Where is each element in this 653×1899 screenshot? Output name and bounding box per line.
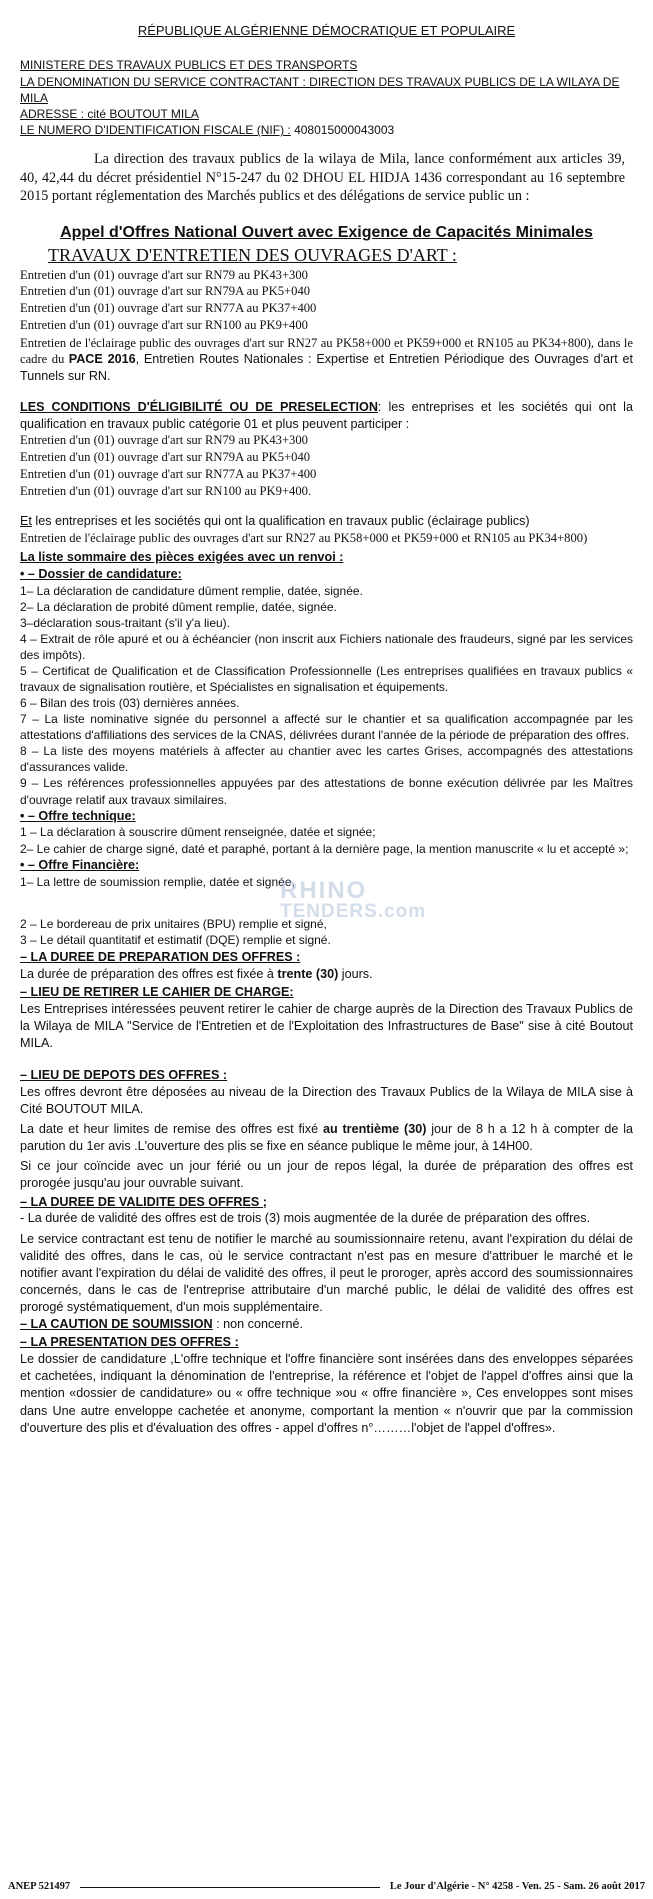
tender-subtitle: TRAVAUX D'ENTRETIEN DES OUVRAGES D'ART : — [48, 245, 457, 266]
lighting-eligibility — [20, 513, 633, 530]
technique-item: 2– Le cahier de charge signé, daté et paraphé, portant à la dernière page, la mention manuscrite « lu et accepté »; — [20, 841, 629, 856]
depot-deadline: au trentième (30) — [322, 1122, 427, 1137]
journal-reference: Le Jour d'Algérie - N° 4258 - Ven. 25 - Sam. 26 août 2017 — [389, 1881, 645, 1892]
eligibility-works-item: Entretien d'un (01) ouvrage d'art sur RN77A au PK37+400 — [20, 466, 317, 481]
pace-label: PACE 2016 — [68, 352, 136, 367]
presentation-heading: – LA PRESENTATION DES OFFRES : — [20, 1335, 239, 1350]
validite-text-2: Le service contractant est tenu de notifier le marché au soumissionnaire retenu, avant l'expiration du délai de validité des offres, dans le cas, où le service contractant n'est pas en mesure d'attribuer le marché et le notifier avant l'expiration du délai de validité des offres, il peut le proroger, après accord des soumissionnaires concernés, dans le cas de l'entreprise attributaire d'un marché public, le délai de validité des offres est prorogé systématiquement, d'un mois supplémentaire. — [20, 1231, 633, 1315]
candidature-item: 1– La déclaration de candidature dûment remplie, datée, signée. — [20, 583, 363, 598]
candidature-item: 6 – Bilan des trois (03) dernières années. — [20, 696, 240, 711]
duree-text-start: La durée de préparation des offres est fixée à — [20, 966, 278, 981]
works-item: Entretien d'un (01) ouvrage d'art sur RN100 au PK9+400 — [20, 317, 308, 332]
validite-text-1: - La durée de validité des offres est de trois (3) mois augmentée de la durée de préparation des offres. — [20, 1211, 591, 1226]
financiere-heading: • – Offre Financière: — [20, 857, 140, 872]
retrait-text: Les Entreprises intéressées peuvent retirer le cahier de charge auprès de la Direction des Travaux Publics de la Wilaya de MILA "Service de l'Entretien et de l'Exploitation des Infrastructures de Base" sise à cité Boutout MILA. — [20, 1001, 633, 1050]
watermark-line-1: RHINO — [280, 877, 368, 904]
duree-text — [20, 966, 633, 983]
candidature-item: 9 – Les références professionnelles appuyées par des attestations de bonne exécution délivrée par les Maîtres d'ouvrage relatif aux travaux similaires. — [20, 776, 633, 807]
footer-rule — [80, 1887, 380, 1888]
candidature-heading: • – Dossier de candidature: — [20, 566, 182, 581]
lighting-work: Entretien de l'éclairage public des ouvrages d'art sur RN27 au PK58+000 et PK59+000 et RN105 au PK34+800) — [20, 531, 588, 546]
duree-heading: – LA DUREE DE PREPARATION DES OFFRES : — [20, 949, 301, 964]
depot-text-1: Les offres devront être déposées au niveau de la Direction des Travaux Publics de la Wilaya de MILA sise à Cité BOUTOUT MILA. — [20, 1084, 633, 1116]
eligibility-label: LES CONDITIONS D'ÉLIGIBILITÉ OU DE PRESELECTION — [20, 399, 378, 414]
candidature-item: 4 – Extrait de rôle apuré et ou à échéancier (non inscrit aux Fichiers nationale des fraudeurs, signé par les services des impôts). — [20, 631, 633, 662]
tender-title: Appel d'Offres National Ouvert avec Exigence de Capacités Minimales — [60, 223, 593, 241]
eligibility-paragraph — [20, 399, 633, 432]
ministry-line: MINISTERE DES TRAVAUX PUBLICS ET DES TRANSPORTS — [20, 58, 358, 73]
candidature-item: 2– La déclaration de probité dûment remplie, datée, signée. — [20, 599, 337, 614]
republic-heading: RÉPUBLIQUE ALGÉRIENNE DÉMOCRATIQUE ET POPULAIRE — [137, 23, 516, 38]
eligibility-works-item: Entretien d'un (01) ouvrage d'art sur RN79A au PK5+040 — [20, 450, 311, 465]
lighting-text: Entretien de l'éclairage public des ouvrages d'art sur RN27 au PK58+000 et PK59+000 et RN105 au PK34+800), dans le cadre du — [20, 335, 633, 367]
financiere-item: 1– La lettre de soumission remplie, datée et signée, — [20, 874, 295, 889]
caution-heading: – LA CAUTION DE SOUMISSION — [20, 1317, 213, 1332]
depot-heading: – LIEU DE DEPOTS DES OFFRES : — [20, 1067, 228, 1082]
candidature-item: 7 – La liste nominative signée du personnel a affecté sur le chantier et sa qualification accompagnée par les attestations d'affiliations des services de la CNAS, délivrées durant l'année de la période de préparation des offres. — [20, 712, 633, 743]
duree-text-end: jours. — [338, 966, 373, 981]
works-item: Entretien d'un (01) ouvrage d'art sur RN79 au PK43+300 — [20, 267, 308, 282]
candidature-item: 3–déclaration sous-traitant (s'il y'a lieu). — [20, 615, 231, 630]
candidature-item: 5 – Certificat de Qualification et de Classification Professionnelle (Les entreprises qualifiées en travaux publics « travaux de signalisation routière, et Spécialistes en signalisation et équipements. — [20, 663, 633, 694]
presentation-text: Le dossier de candidature ,L'offre technique et l'offre financière sont insérées dans des enveloppes séparées et cachetées, indiquant la dénomination de l'entreprise, la référence et l'objet de l'appel d'offres ainsi que la mention «dossier de candidature» ou « offre technique »ou « offre financière », Ces enveloppes sont mises dans Une autre enveloppe cachetée et anonyme, comportant la mention « n'ouvrir que par la commission d'ouverture des plis et d'évaluation des offres - appel d'offres n°………l'objet de l'appel d'offres». — [20, 1352, 633, 1435]
depot-text-2 — [20, 1121, 633, 1155]
validite-heading: – LA DUREE DE VALIDITE DES OFFRES ; — [20, 1194, 267, 1209]
lighting-prefix: Et — [20, 514, 32, 529]
administration-block — [20, 57, 633, 138]
nif-line — [20, 122, 633, 138]
anep-reference: ANEP 521497 — [8, 1881, 71, 1892]
works-item: Entretien d'un (01) ouvrage d'art sur RN79A au PK5+040 — [20, 284, 311, 299]
eligibility-text: : les entreprises et les sociétés qui ont la qualification en travaux public catégorie 01 et plus peuvent participer : — [20, 399, 633, 431]
duree-days: trente (30) — [277, 966, 339, 981]
eligibility-works-item: Entretien d'un (01) ouvrage d'art sur RN100 au PK9+400. — [20, 483, 312, 498]
financiere-item: 2 – Le bordereau de prix unitaires (BPU) remplie et signé, — [20, 916, 327, 931]
eligibility-works-item: Entretien d'un (01) ouvrage d'art sur RN79 au PK43+300 — [20, 433, 308, 448]
pieces-heading: La liste sommaire des pièces exigées avec un renvoi : — [20, 549, 344, 564]
watermark-logo — [280, 877, 427, 922]
financiere-item: 3 – Le détail quantitatif et estimatif (DQE) remplie et signé. — [20, 932, 331, 947]
denomination-line: LA DENOMINATION DU SERVICE CONTRACTANT : DIRECTION DES TRAVAUX PUBLICS DE LA WILAYA DE MILA — [20, 74, 620, 105]
intro-paragraph: La direction des travaux publics de la wilaya de Mila, lance conformément aux articles 39, 40, 42,44 du décret présidentiel N°15-247 du 02 DHOU EL HIDJA 1436 correspondant au 16 septembre 2015 portant réglementation des Marchés publics et des délégations de service public un : — [20, 151, 625, 205]
address-line: ADRESSE : cité BOUTOUT MILA — [20, 106, 199, 121]
nif-label: LE NUMERO D'IDENTIFICATION FISCALE (NIF) : — [20, 123, 291, 138]
depot-text-end: jour de 8 h a 12 h à compter de la parution du 1er avis .L'ouverture des plis se fixe en séance publique le même jour, à 14H00. — [20, 1122, 634, 1154]
caution-text: : non concerné. — [212, 1317, 303, 1332]
eligibility-works-list — [20, 432, 633, 499]
lighting-text-end: , Entretien Routes Nationales : Expertise et Entretien Périodique des Ouvrages d'art et Tunnels sur RN. — [20, 352, 633, 384]
works-item: Entretien d'un (01) ouvrage d'art sur RN77A au PK37+400 — [20, 301, 317, 316]
technique-item: 1 – La déclaration à souscrire dûment renseignée, datée et signée; — [20, 825, 376, 840]
lighting-eligibility-text: les entreprises et les sociétés qui ont la qualification en travaux public (éclairage publics) — [31, 514, 530, 529]
works-list — [20, 267, 633, 334]
lighting-paragraph — [20, 335, 633, 385]
technique-heading: • – Offre technique: — [20, 808, 136, 823]
nif-value: 408015000043003 — [290, 123, 395, 138]
retrait-heading: – LIEU DE RETIRER LE CAHIER DE CHARGE: — [20, 984, 294, 999]
caution-line — [20, 1316, 633, 1333]
depot-text-start: La date et heur limites de remise des offres est fixé — [20, 1122, 323, 1137]
depot-text-3: Si ce jour coïncide avec un jour férié ou un jour de repos légal, la durée de préparation des offres est prorogée jusqu'au jour ouvrable suivant. — [20, 1159, 633, 1191]
watermark-line-2: TENDERS.com — [280, 900, 427, 922]
candidature-item: 8 – La liste des moyens matériels à affecter au chantier avec les cartes Grises, accompagnés des attestations d'assurances valide. — [20, 744, 633, 775]
footer-bar — [8, 1880, 645, 1894]
